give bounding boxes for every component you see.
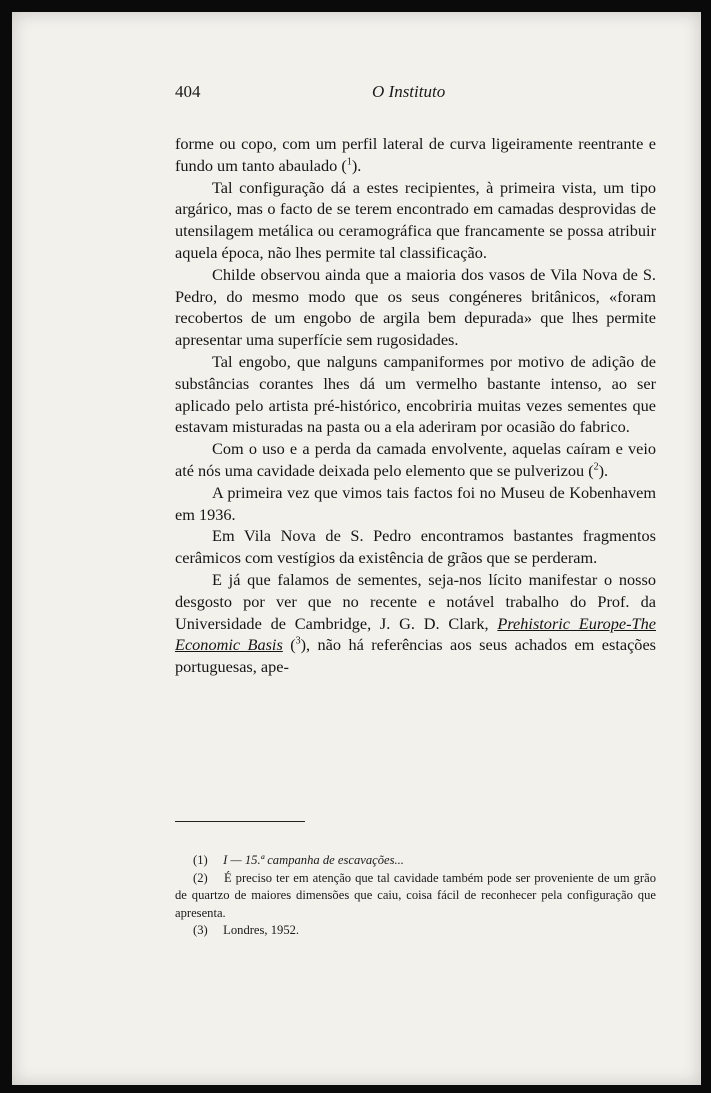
footnote-divider [175,821,305,822]
paragraph-3: Childe observou ainda que a maioria dos vasos de Vila Nova de S. Pedro, do mesmo modo que os seus congéneres britânicos, «foram recobertos de um engobo de argila bem depurada» que lhes permite apresentar uma superfície sem rugosidades. [175,264,656,350]
running-title: O Instituto [372,82,446,101]
paragraph-7: Em Vila Nova de S. Pedro encontramos bastantes fragmentos cerâmicos com vestígios da existência de grãos que se perderam. [175,526,656,568]
footnote-3-text: Londres, 1952. [223,923,300,938]
footnote-marker-2: 2 [593,461,599,473]
footnote-3 [175,922,656,940]
paragraph-1-text: forme ou copo, com um perfil lateral de curva ligeiramente reentrante e fundo um tanto abaulado ( [175,134,656,175]
footnote-2-ref: (2) [193,870,208,885]
footnote-1 [175,852,656,870]
paragraph-6: A primeira vez que vimos tais factos foi no Museu de Kobenhavem em 1936. [175,482,656,524]
scanned-page [12,12,701,1085]
footnote-2-text: É preciso ter em atenção que tal cavidade também pode ser proveniente de um grão de quartzo de maiores dimensões que caiu, coisa fácil de reconhecer pela configuração que apresenta. [175,870,656,920]
paragraph-5-end: ). [598,460,609,480]
paragraph-2: Tal configuração dá a estes recipientes, à primeira vista, um tipo argárico, mas o facto de se terem encontrado em camadas desprovidas de utensilagem metálica ou ceramográfica que francamente se possa atribuir aquela época, não lhes permite tal classificação. [175,177,656,262]
footnote-1-ref: (1) [193,853,208,867]
paragraph-8-end: ), não há referências aos seus achados em estações portuguesas, ape- [175,635,657,677]
paragraph-5-text: Com o uso e a perda da camada envolvente, aquelas caíram e veio até nós uma cavidade deixada pelo elemento que se pulverizou ( [175,439,656,480]
paragraph-8-mid: ( [282,635,296,655]
footnote-marker-1: 1 [346,156,352,168]
paragraph-8-text: E já que falamos de sementes, seja-nos lícito manifestar o nosso desgosto por ver que no recente e notável trabalho do Prof. da Universidade de Cambridge, J. G. D. Clark, [175,569,656,633]
cited-book-title: Prehistoric Europe-The Economic Basis [175,613,656,655]
footnote-marker-3: 3 [295,635,301,647]
footnote-3-ref: (3) [193,923,208,938]
paragraph-1-end: ). [351,155,362,175]
body-text [175,133,656,678]
footnotes [175,852,656,940]
paragraph-8 [175,569,656,678]
paragraph-4: Tal engobo, que nalguns campaniformes por motivo de adição de substâncias corantes lhes dá um vermelho bastante intenso, ao ser aplicado pelo artista pré-histórico, encobriria muitas vezes sementes que estavam misturadas na pasta ou a ela aderiram por ocasião do fabrico. [175,351,656,437]
page-header [12,82,701,112]
paragraph-5 [175,438,656,482]
footnote-2 [175,870,656,923]
footnote-1-text: I — 15.ª campanha de escavações... [223,853,404,867]
paragraph-1 [175,133,656,177]
page-number: 404 [175,82,201,101]
